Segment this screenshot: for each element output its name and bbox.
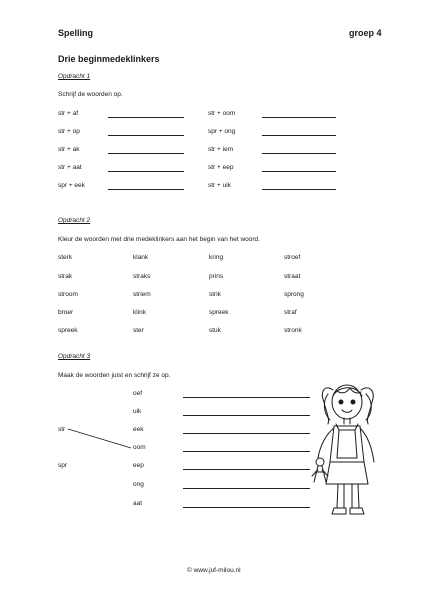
word-cell[interactable]: straf — [284, 309, 297, 316]
word-cell[interactable]: stronk — [284, 327, 302, 334]
footer-copyright: © www.juf-milou.nl — [187, 567, 241, 574]
ending-item[interactable]: oef — [133, 390, 143, 397]
answer-line[interactable] — [183, 397, 310, 398]
page-title: Drie beginmedeklinkers — [58, 54, 160, 64]
prefix-str[interactable]: str — [58, 426, 66, 433]
opdracht3-instruction: Maak de woorden juist en schrijf ze op. — [58, 372, 171, 379]
word-cell[interactable]: stuk — [209, 327, 221, 334]
opdracht3-heading: Opdracht 3 — [58, 353, 91, 360]
opdracht1-heading: Opdracht 1 — [58, 73, 91, 80]
word-cell[interactable]: stroom — [58, 291, 78, 298]
opdracht1-item: str + iem — [208, 146, 234, 153]
answer-line[interactable] — [183, 469, 310, 470]
word-cell[interactable]: kring — [209, 254, 224, 261]
answer-line[interactable] — [183, 488, 310, 489]
subject-label: Spelling — [58, 28, 94, 38]
word-cell[interactable]: klink — [133, 309, 147, 316]
word-cell[interactable]: prins — [209, 273, 224, 280]
opdracht1-item: str + aat — [58, 164, 82, 171]
opdracht1-item: str + ak — [58, 146, 80, 153]
word-cell[interactable]: strak — [58, 273, 73, 280]
ending-item[interactable]: ong — [133, 481, 144, 488]
ending-item[interactable]: eep — [133, 462, 144, 469]
answer-line[interactable] — [183, 451, 310, 452]
answer-line[interactable] — [183, 507, 310, 508]
girl-illustration — [306, 372, 390, 522]
ending-item[interactable]: oom — [133, 444, 146, 451]
opdracht2-heading: Opdracht 2 — [58, 217, 91, 224]
word-cell[interactable]: straks — [133, 273, 151, 280]
group-label: groep 4 — [349, 28, 382, 38]
word-cell[interactable]: klank — [133, 254, 149, 261]
opdracht1-item: spr + ong — [208, 128, 236, 135]
prefix-spr[interactable]: spr — [58, 462, 68, 469]
opdracht1-instruction: Schrijf de woorden op. — [58, 91, 123, 98]
word-cell[interactable]: striem — [133, 291, 151, 298]
answer-line[interactable] — [183, 433, 310, 434]
word-cell[interactable]: spreek — [58, 327, 78, 334]
opdracht2-instruction: Kleur de woorden met drie medeklinkers aan het begin van het woord. — [58, 236, 260, 243]
opdracht1-item: spr + eek — [58, 182, 85, 189]
word-cell[interactable]: sterk — [58, 254, 73, 261]
ending-item[interactable]: uik — [133, 408, 142, 415]
ending-item[interactable]: eek — [133, 426, 144, 433]
word-cell[interactable]: straat — [284, 273, 301, 280]
word-cell[interactable]: stroef — [284, 254, 301, 261]
opdracht1-item: str + eep — [208, 164, 234, 171]
word-cell[interactable]: spreek — [209, 309, 229, 316]
opdracht1-item: str + af — [58, 110, 79, 117]
word-cell[interactable]: ster — [133, 327, 144, 334]
opdracht1-item: str + uik — [208, 182, 231, 189]
answer-line[interactable] — [183, 415, 310, 416]
opdracht1-item: str + op — [58, 128, 80, 135]
word-cell[interactable]: broer — [58, 309, 74, 316]
word-cell[interactable]: sprong — [284, 291, 304, 298]
word-cell[interactable]: strik — [209, 291, 221, 298]
opdracht1-item: str + oom — [208, 110, 236, 117]
ending-item[interactable]: aat — [133, 500, 143, 507]
